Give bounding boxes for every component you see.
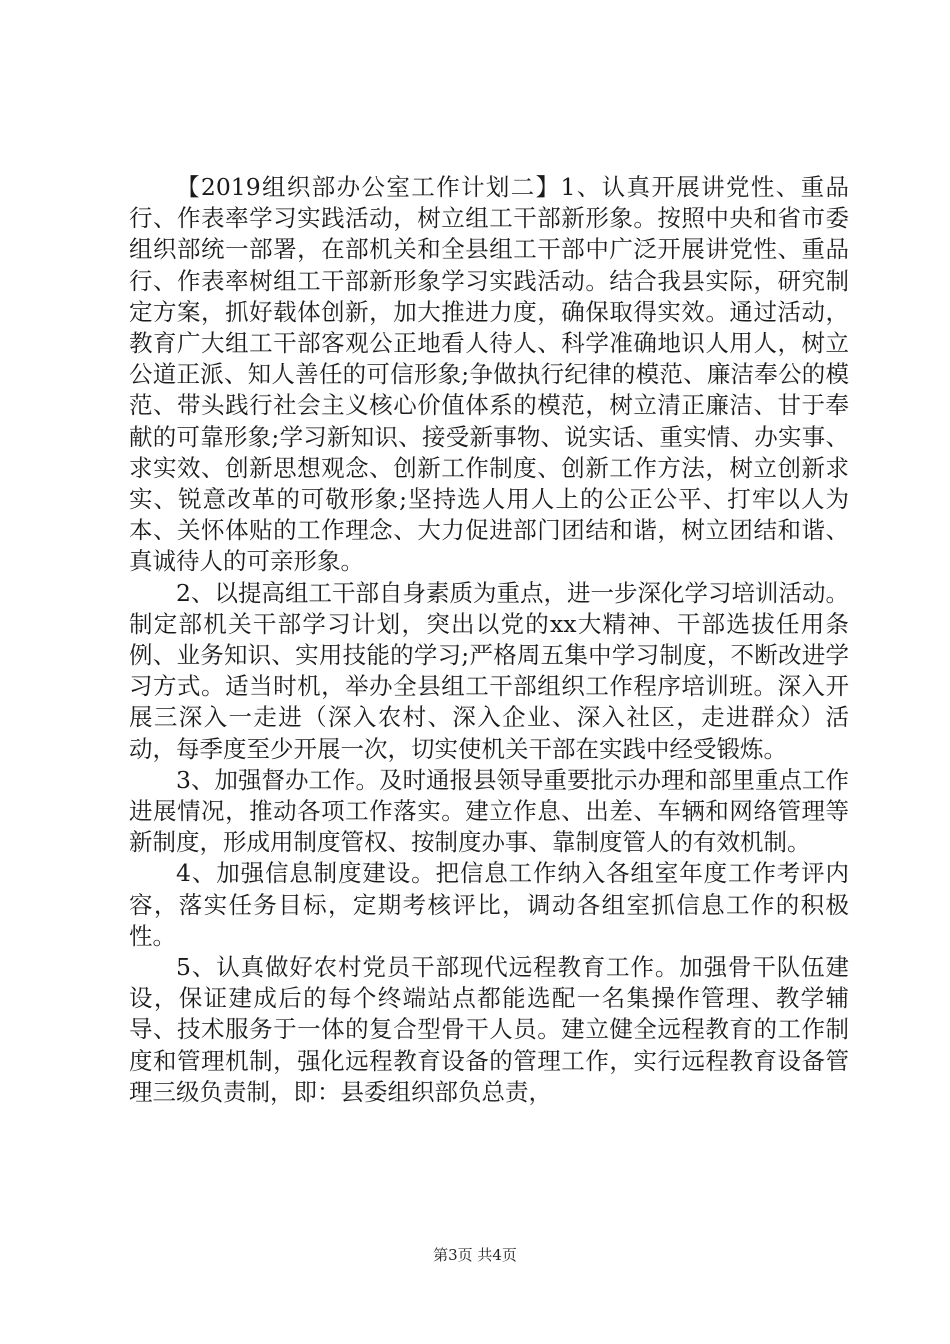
page-footer: 第3页 共4页 (433, 1246, 517, 1264)
paragraph-3: 3、加强督办工作。及时通报县领导重要批示办理和部里重点工作进展情况，推动各项工作落实。建立作息、出差、车辆和网络管理等新制度，形成用制度管权、按制度办事、靠制度管人的有效机制。 (129, 765, 849, 857)
paragraph-1: 【2019组织部办公室工作计划二】1、认真开展讲党性、重品行、作表率学习实践活动，树立组工干部新形象。按照中央和省市委组织部统一部署，在部机关和全县组工干部中广泛开展讲党性、重品行、作表率树组工干部新形象学习实践活动。结合我县实际，研究制定方案，抓好载体创新，加大推进力度，确保取得实效。通过活动，教育广大组工干部客观公正地看人待人、科学准确地识人用人，树立公道正派、知人善任的可信形象;争做执行纪律的模范、廉洁奉公的模范、带头践行社会主义核心价值体系的模范，树立清正廉洁、甘于奉献的可靠形象;学习新知识、接受新事物、说实话、重实情、办实事、求实效、创新思想观念、创新工作制度、创新工作方法，树立创新求实、锐意改革的可敬形象;坚持选人用人上的公正公平、打牢以人为本、关怀体贴的工作理念、大力促进部门团结和谐，树立团结和谐、真诚待人的可亲形象。 (129, 173, 849, 576)
paragraph-4: 4、加强信息制度建设。把信息工作纳入各组室年度工作考评内容，落实任务目标，定期考核评比，调动各组室抓信息工作的积极性。 (129, 859, 849, 950)
paragraph-5: 5、认真做好农村党员干部现代远程教育工作。加强骨干队伍建设，保证建成后的每个终端站点都能选配一名集操作管理、教学辅导、技术服务于一体的复合型骨干人员。建立健全远程教育的工作制度和管理机制，强化远程教育设备的管理工作，实行远程教育设备管理三级负责制，即：县委组织部负总责， (129, 953, 849, 1106)
paragraph-2: 2、以提高组工干部自身素质为重点，进一步深化学习培训活动。制定部机关干部学习计划，突出以党的xx大精神、干部选拔任用条例、业务知识、实用技能的学习;严格周五集中学习制度，不断改进学习方式。适当时机，举办全县组工干部组织工作程序培训班。深入开展三深入一走进（深入农村、深入企业、深入社区，走进群众）活动，每季度至少开展一次，切实使机关干部在实践中经受锻炼。 (129, 578, 849, 763)
document-body (129, 172, 849, 1108)
